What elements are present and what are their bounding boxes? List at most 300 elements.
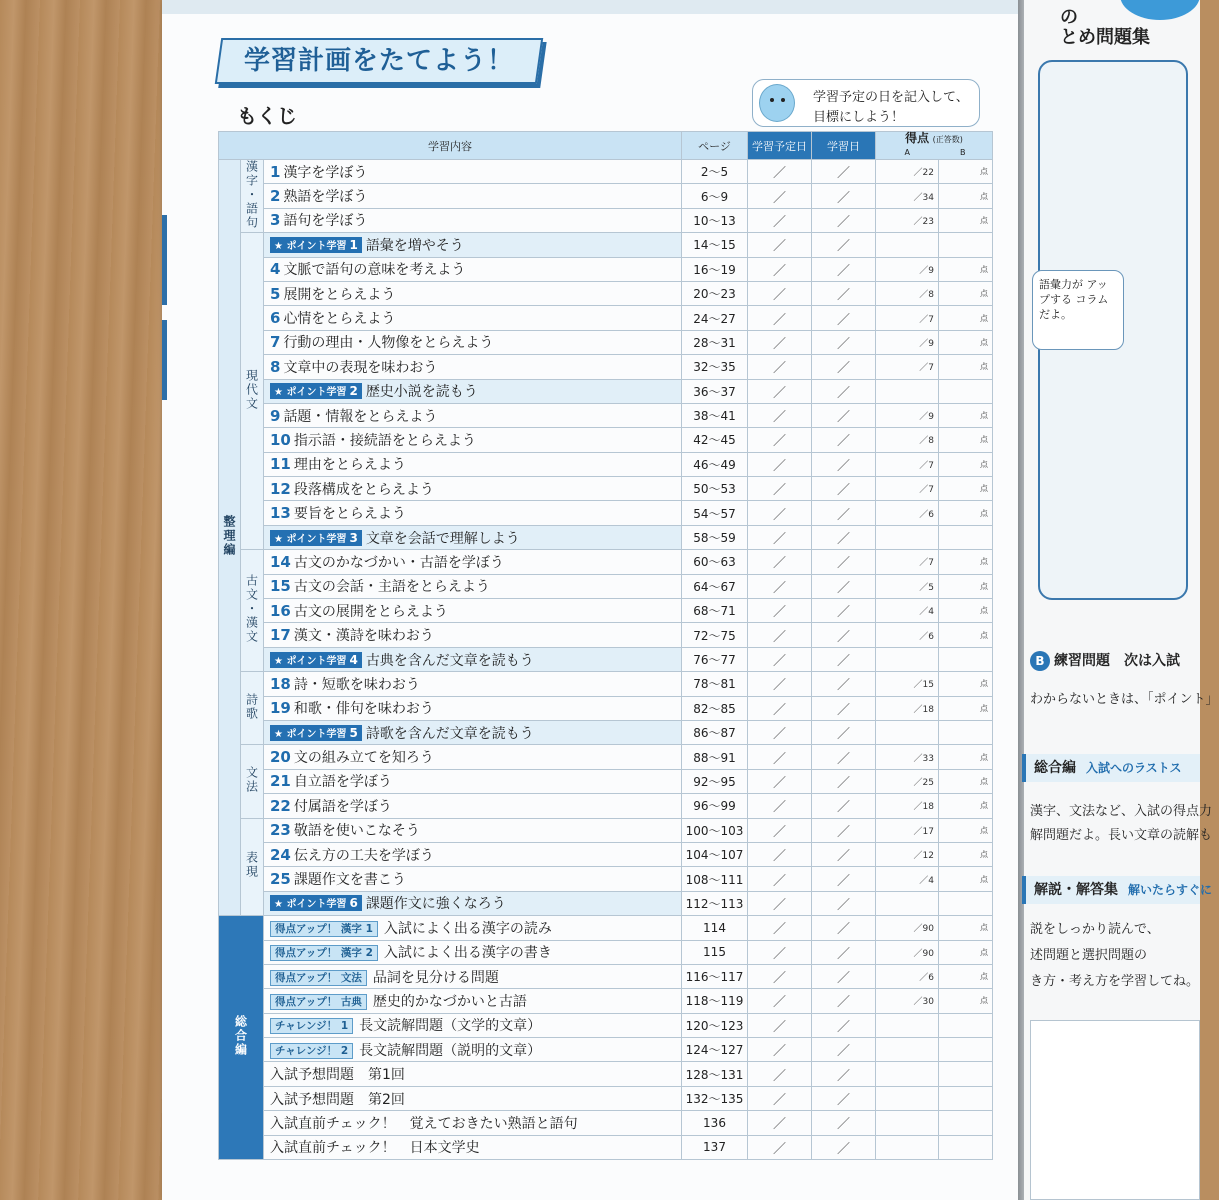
- plan-date-cell[interactable]: ／: [748, 818, 812, 842]
- score-b-cell[interactable]: [939, 233, 993, 257]
- study-date-cell[interactable]: ／: [812, 330, 876, 354]
- row-content: [264, 403, 682, 427]
- row-pages: 14～15: [682, 233, 748, 257]
- score-a-cell[interactable]: ／15: [876, 672, 939, 696]
- row-title: 入試直前チェック！ 覚えておきたい熟語と語句: [270, 1115, 578, 1132]
- subcategory-shika: 詩歌: [241, 672, 264, 745]
- row-content: [264, 1013, 682, 1037]
- score-b-cell[interactable]: 点: [939, 745, 993, 769]
- row-pages: 36～37: [682, 379, 748, 403]
- score-b-cell[interactable]: 点: [939, 989, 993, 1013]
- plan-date-cell[interactable]: ／: [748, 330, 812, 354]
- plan-date-cell[interactable]: ／: [748, 550, 812, 574]
- row-pages: 32～35: [682, 355, 748, 379]
- row-content: [264, 525, 682, 549]
- row-number: 10: [270, 430, 291, 449]
- row-content: [264, 940, 682, 964]
- table-row: [219, 574, 993, 598]
- sogo-row: [219, 1135, 993, 1159]
- row-pages: 78～81: [682, 672, 748, 696]
- score-b-cell[interactable]: [939, 1038, 993, 1062]
- score-a-cell[interactable]: [876, 233, 939, 257]
- score-a-cell[interactable]: ／7: [876, 452, 939, 476]
- row-title: 文章中の表現を味わおう: [283, 359, 438, 376]
- study-date-cell[interactable]: ／: [812, 940, 876, 964]
- plan-date-cell[interactable]: ／: [748, 1111, 812, 1135]
- row-pages: 136: [682, 1111, 748, 1135]
- row-number: 8: [270, 357, 281, 376]
- study-date-cell[interactable]: ／: [812, 867, 876, 891]
- score-a-cell[interactable]: ／33: [876, 745, 939, 769]
- study-date-cell[interactable]: ／: [812, 160, 876, 184]
- subcategory-hyogen: 表現: [241, 818, 264, 916]
- sogo-badge: 得点アップ！ 漢字 2: [270, 945, 378, 961]
- row-pages: 72～75: [682, 623, 748, 647]
- score-b-cell[interactable]: 点: [939, 818, 993, 842]
- score-a-cell[interactable]: ／90: [876, 940, 939, 964]
- score-b-cell[interactable]: [939, 1013, 993, 1037]
- row-title: 詩歌を含んだ文章を読もう: [365, 725, 534, 742]
- score-b-cell[interactable]: 点: [939, 477, 993, 501]
- point-badge: ★ ポイント学習 5: [270, 725, 362, 741]
- row-content: [264, 720, 682, 744]
- plan-date-cell[interactable]: ／: [748, 306, 812, 330]
- row-title: 文脈で語句の意味を考えよう: [283, 262, 466, 279]
- score-a-cell[interactable]: [876, 1062, 939, 1086]
- study-date-cell[interactable]: ／: [812, 306, 876, 330]
- plan-date-cell[interactable]: ／: [748, 769, 812, 793]
- row-number: 16: [270, 601, 291, 620]
- right-page-line: 説をしっかり読んで、: [1030, 922, 1160, 937]
- score-b-cell[interactable]: 点: [939, 623, 993, 647]
- score-b-cell[interactable]: [939, 647, 993, 671]
- study-date-cell[interactable]: ／: [812, 916, 876, 940]
- row-content: [264, 550, 682, 574]
- row-title: 要旨をとらえよう: [293, 506, 406, 523]
- score-b-cell[interactable]: 点: [939, 916, 993, 940]
- score-b-cell[interactable]: 点: [939, 794, 993, 818]
- plan-date-cell[interactable]: ／: [748, 1038, 812, 1062]
- row-pages: 64～67: [682, 574, 748, 598]
- row-number: 3: [270, 211, 281, 230]
- band-sogo-label: 総合編: [1034, 760, 1076, 776]
- row-pages: 96～99: [682, 794, 748, 818]
- score-b-cell[interactable]: 点: [939, 452, 993, 476]
- row-title: 熟語を学ぼう: [283, 189, 368, 206]
- study-date-cell[interactable]: ／: [812, 891, 876, 915]
- plan-date-cell[interactable]: ／: [748, 403, 812, 427]
- study-date-cell[interactable]: ／: [812, 1111, 876, 1135]
- study-date-cell[interactable]: ／: [812, 477, 876, 501]
- table-row: [219, 745, 993, 769]
- point-badge: ★ ポイント学習 6: [270, 895, 362, 911]
- score-a-cell[interactable]: ／8: [876, 428, 939, 452]
- point-study-row: [219, 647, 993, 671]
- row-title: 敬語を使いこなそう: [293, 823, 420, 840]
- score-b-cell[interactable]: 点: [939, 208, 993, 232]
- study-date-cell[interactable]: ／: [812, 233, 876, 257]
- row-content: [264, 599, 682, 623]
- study-date-cell[interactable]: ／: [812, 696, 876, 720]
- score-b-cell[interactable]: 点: [939, 574, 993, 598]
- header-study-date: 学習日: [812, 132, 876, 160]
- score-a-cell[interactable]: ／6: [876, 501, 939, 525]
- plan-date-cell[interactable]: ／: [748, 989, 812, 1013]
- study-date-cell[interactable]: ／: [812, 1135, 876, 1159]
- study-date-cell[interactable]: ／: [812, 1062, 876, 1086]
- score-b-cell[interactable]: [939, 1135, 993, 1159]
- row-content: [264, 842, 682, 866]
- score-a-cell[interactable]: [876, 1086, 939, 1110]
- score-b-cell[interactable]: 点: [939, 769, 993, 793]
- plan-date-cell[interactable]: ／: [748, 1062, 812, 1086]
- score-a-cell[interactable]: ／9: [876, 257, 939, 281]
- score-a-cell[interactable]: ／7: [876, 306, 939, 330]
- score-a-cell[interactable]: ／18: [876, 696, 939, 720]
- toc-heading: もくじ: [237, 104, 297, 128]
- speech-bubble: [752, 79, 980, 127]
- header-score: [876, 132, 993, 160]
- score-b-cell[interactable]: 点: [939, 696, 993, 720]
- row-content: [264, 867, 682, 891]
- right-page-note: わからないときは、「ポイント」: [1030, 692, 1219, 707]
- score-b-cell[interactable]: [939, 525, 993, 549]
- plan-date-cell[interactable]: ／: [748, 964, 812, 988]
- study-date-cell[interactable]: ／: [812, 964, 876, 988]
- row-content: [264, 208, 682, 232]
- plan-date-cell[interactable]: ／: [748, 599, 812, 623]
- study-date-cell[interactable]: ／: [812, 647, 876, 671]
- score-b-cell[interactable]: 点: [939, 964, 993, 988]
- score-a-cell[interactable]: ／9: [876, 330, 939, 354]
- right-page-answer-sample: [1030, 1020, 1200, 1200]
- row-number: 23: [270, 821, 291, 840]
- score-b-cell[interactable]: [939, 379, 993, 403]
- plan-date-cell[interactable]: ／: [748, 477, 812, 501]
- study-date-cell[interactable]: ／: [812, 208, 876, 232]
- study-date-cell[interactable]: ／: [812, 745, 876, 769]
- plan-date-cell[interactable]: ／: [748, 720, 812, 744]
- plan-date-cell[interactable]: ／: [748, 379, 812, 403]
- row-content: [264, 794, 682, 818]
- plan-date-cell[interactable]: ／: [748, 842, 812, 866]
- study-date-cell[interactable]: ／: [812, 550, 876, 574]
- header-content: 学習内容: [219, 132, 682, 160]
- study-date-cell[interactable]: ／: [812, 379, 876, 403]
- row-content: [264, 379, 682, 403]
- row-pages: 115: [682, 940, 748, 964]
- score-a-cell[interactable]: ／17: [876, 818, 939, 842]
- study-date-cell[interactable]: ／: [812, 281, 876, 305]
- row-pages: 112～113: [682, 891, 748, 915]
- table-row: [219, 184, 993, 208]
- score-a-cell[interactable]: [876, 1111, 939, 1135]
- score-b-cell[interactable]: 点: [939, 306, 993, 330]
- study-date-cell[interactable]: ／: [812, 672, 876, 696]
- study-date-cell[interactable]: ／: [812, 1038, 876, 1062]
- page-edge-tab: [162, 215, 167, 305]
- row-title: 課題作文を書こう: [293, 872, 406, 889]
- row-title: 伝え方の工夫を学ぼう: [293, 847, 434, 864]
- row-number: 4: [270, 260, 281, 279]
- row-pages: 82～85: [682, 696, 748, 720]
- score-a-cell[interactable]: ／22: [876, 160, 939, 184]
- header-score-label: 得点: [905, 131, 930, 145]
- score-a-cell[interactable]: [876, 1038, 939, 1062]
- row-pages: 86～87: [682, 720, 748, 744]
- plan-date-cell[interactable]: ／: [748, 623, 812, 647]
- point-badge: ★ ポイント学習 4: [270, 652, 362, 668]
- row-pages: 50～53: [682, 477, 748, 501]
- sogo-row: [219, 1086, 993, 1110]
- row-title: 段落構成をとらえよう: [293, 481, 434, 498]
- score-a-cell[interactable]: ／23: [876, 208, 939, 232]
- wooden-surface: [0, 0, 170, 1200]
- study-date-cell[interactable]: ／: [812, 794, 876, 818]
- table-row: [219, 842, 993, 866]
- right-page-title: の とめ問題集: [1060, 7, 1150, 48]
- row-content: [264, 1086, 682, 1110]
- score-b-cell[interactable]: 点: [939, 184, 993, 208]
- score-a-cell[interactable]: ／7: [876, 550, 939, 574]
- point-study-row: [219, 233, 993, 257]
- table-row: [219, 160, 993, 184]
- plan-date-cell[interactable]: ／: [748, 281, 812, 305]
- score-b-cell[interactable]: [939, 891, 993, 915]
- table-row: [219, 330, 993, 354]
- plan-date-cell[interactable]: ／: [748, 891, 812, 915]
- plan-date-cell[interactable]: ／: [748, 184, 812, 208]
- row-number: 6: [270, 309, 281, 328]
- plan-date-cell[interactable]: ／: [748, 574, 812, 598]
- row-title: 心情をとらえよう: [283, 311, 396, 328]
- plan-date-cell[interactable]: ／: [748, 745, 812, 769]
- page-top-band: [162, 0, 1024, 14]
- row-title: 古文の会話・主語をとらえよう: [293, 579, 490, 596]
- table-row: [219, 501, 993, 525]
- row-number: 1: [270, 162, 281, 181]
- plan-date-cell[interactable]: ／: [748, 208, 812, 232]
- row-title: 古典を含んだ文章を読もう: [365, 652, 534, 669]
- row-content: [264, 574, 682, 598]
- score-b-cell[interactable]: 点: [939, 672, 993, 696]
- score-a-cell[interactable]: ／4: [876, 599, 939, 623]
- score-a-cell[interactable]: [876, 891, 939, 915]
- score-b-cell[interactable]: 点: [939, 281, 993, 305]
- table-row: [219, 818, 993, 842]
- row-content: [264, 769, 682, 793]
- plan-date-cell[interactable]: ／: [748, 916, 812, 940]
- plan-date-cell[interactable]: ／: [748, 672, 812, 696]
- right-page-line: 解問題だよ。長い文章の読解も: [1030, 828, 1213, 843]
- study-date-cell[interactable]: ／: [812, 574, 876, 598]
- study-date-cell[interactable]: ／: [812, 355, 876, 379]
- plan-date-cell[interactable]: ／: [748, 233, 812, 257]
- plan-date-cell[interactable]: ／: [748, 160, 812, 184]
- row-number: 9: [270, 406, 281, 425]
- table-row: [219, 599, 993, 623]
- row-content: [264, 1135, 682, 1159]
- study-date-cell[interactable]: ／: [812, 599, 876, 623]
- subcategory-kanji: 漢字・語句: [241, 160, 264, 233]
- score-a-cell[interactable]: ／5: [876, 574, 939, 598]
- plan-date-cell[interactable]: ／: [748, 525, 812, 549]
- plan-date-cell[interactable]: ／: [748, 940, 812, 964]
- plan-date-cell[interactable]: ／: [748, 1086, 812, 1110]
- study-date-cell[interactable]: ／: [812, 989, 876, 1013]
- row-title: 入試予想問題 第1回: [270, 1067, 405, 1084]
- score-b-cell[interactable]: [939, 1111, 993, 1135]
- score-b-cell[interactable]: 点: [939, 330, 993, 354]
- plan-date-cell[interactable]: ／: [748, 452, 812, 476]
- score-b-cell[interactable]: 点: [939, 550, 993, 574]
- toc-body: [219, 160, 993, 1160]
- row-content: [264, 916, 682, 940]
- mascot-icon: [759, 84, 795, 122]
- plan-date-cell[interactable]: ／: [748, 355, 812, 379]
- study-date-cell[interactable]: ／: [812, 525, 876, 549]
- row-content: [264, 1062, 682, 1086]
- study-date-cell[interactable]: ／: [812, 257, 876, 281]
- score-b-cell[interactable]: 点: [939, 501, 993, 525]
- row-pages: 24～27: [682, 306, 748, 330]
- row-number: 15: [270, 577, 291, 596]
- point-study-row: [219, 379, 993, 403]
- score-a-cell[interactable]: [876, 1013, 939, 1037]
- right-page-line: き方・考え方を学習してね。: [1030, 974, 1200, 989]
- study-date-cell[interactable]: ／: [812, 623, 876, 647]
- score-a-cell[interactable]: ／25: [876, 769, 939, 793]
- row-pages: 118～119: [682, 989, 748, 1013]
- score-b-cell[interactable]: 点: [939, 599, 993, 623]
- score-a-cell[interactable]: ／7: [876, 477, 939, 501]
- study-date-cell[interactable]: ／: [812, 720, 876, 744]
- plan-date-cell[interactable]: ／: [748, 428, 812, 452]
- score-a-cell[interactable]: ／12: [876, 842, 939, 866]
- score-a-cell[interactable]: ／9: [876, 403, 939, 427]
- plan-date-cell[interactable]: ／: [748, 647, 812, 671]
- row-pages: 58～59: [682, 525, 748, 549]
- row-number: 13: [270, 504, 291, 523]
- sogo-badge: 得点アップ！ 漢字 1: [270, 921, 378, 937]
- plan-date-cell[interactable]: ／: [748, 794, 812, 818]
- row-title: 入試によく出る漢字の書き: [383, 945, 552, 962]
- plan-date-cell[interactable]: ／: [748, 696, 812, 720]
- row-title: 漢字を学ぼう: [283, 164, 368, 181]
- score-b-cell[interactable]: [939, 1062, 993, 1086]
- row-content: [264, 281, 682, 305]
- table-row: [219, 867, 993, 891]
- score-b-cell[interactable]: 点: [939, 428, 993, 452]
- sogo-row: [219, 1038, 993, 1062]
- study-date-cell[interactable]: ／: [812, 501, 876, 525]
- study-date-cell[interactable]: ／: [812, 842, 876, 866]
- row-pages: 124～127: [682, 1038, 748, 1062]
- score-a-cell[interactable]: [876, 379, 939, 403]
- score-a-cell[interactable]: ／8: [876, 281, 939, 305]
- row-title: 古文の展開をとらえよう: [293, 603, 448, 620]
- score-a-cell[interactable]: [876, 720, 939, 744]
- score-b-cell[interactable]: 点: [939, 355, 993, 379]
- row-content: [264, 160, 682, 184]
- table-row: [219, 208, 993, 232]
- row-pages: 132～135: [682, 1086, 748, 1110]
- study-date-cell[interactable]: ／: [812, 1013, 876, 1037]
- study-date-cell[interactable]: ／: [812, 1086, 876, 1110]
- point-badge: ★ ポイント学習 2: [270, 383, 362, 399]
- plan-date-cell[interactable]: ／: [748, 1013, 812, 1037]
- row-title: 長文読解問題（文学的文章）: [359, 1018, 542, 1035]
- row-pages: 100～103: [682, 818, 748, 842]
- table-row: [219, 696, 993, 720]
- table-row: [219, 257, 993, 281]
- score-b-cell[interactable]: 点: [939, 940, 993, 964]
- score-a-cell[interactable]: ／90: [876, 916, 939, 940]
- row-content: [264, 989, 682, 1013]
- study-date-cell[interactable]: ／: [812, 428, 876, 452]
- score-b-cell[interactable]: 点: [939, 257, 993, 281]
- row-pages: 76～77: [682, 647, 748, 671]
- score-b-cell[interactable]: 点: [939, 842, 993, 866]
- sogo-badge: 得点アップ！ 古典: [270, 994, 367, 1010]
- row-pages: 114: [682, 916, 748, 940]
- row-content: [264, 696, 682, 720]
- score-a-cell[interactable]: ／7: [876, 355, 939, 379]
- score-b-cell[interactable]: [939, 720, 993, 744]
- right-page-b-section: [1030, 650, 1200, 674]
- plan-date-cell[interactable]: ／: [748, 1135, 812, 1159]
- row-pages: 104～107: [682, 842, 748, 866]
- bubble-text-line2: 目標にしよう！: [813, 110, 905, 125]
- study-date-cell[interactable]: ／: [812, 818, 876, 842]
- score-a-cell[interactable]: ／18: [876, 794, 939, 818]
- score-a-cell[interactable]: [876, 525, 939, 549]
- study-date-cell[interactable]: ／: [812, 403, 876, 427]
- study-date-cell[interactable]: ／: [812, 452, 876, 476]
- plan-date-cell[interactable]: ／: [748, 501, 812, 525]
- score-a-cell[interactable]: ／4: [876, 867, 939, 891]
- score-a-cell[interactable]: ／30: [876, 989, 939, 1013]
- score-b-cell[interactable]: 点: [939, 867, 993, 891]
- score-b-cell[interactable]: [939, 1086, 993, 1110]
- score-a-cell[interactable]: ／34: [876, 184, 939, 208]
- plan-date-cell[interactable]: ／: [748, 867, 812, 891]
- point-study-row: [219, 891, 993, 915]
- b-section-label: 練習問題 次は入試: [1054, 653, 1180, 669]
- row-pages: 42～45: [682, 428, 748, 452]
- score-b-cell[interactable]: 点: [939, 160, 993, 184]
- study-date-cell[interactable]: ／: [812, 184, 876, 208]
- row-number: 2: [270, 187, 281, 206]
- row-title: 自立語を学ぼう: [293, 774, 392, 791]
- study-date-cell[interactable]: ／: [812, 769, 876, 793]
- score-a-cell[interactable]: ／6: [876, 964, 939, 988]
- score-b-cell[interactable]: 点: [939, 403, 993, 427]
- row-pages: 128～131: [682, 1062, 748, 1086]
- row-pages: 120～123: [682, 1013, 748, 1037]
- row-number: 21: [270, 772, 291, 791]
- sogo-row: [219, 940, 993, 964]
- row-title: 語句を学ぼう: [283, 213, 368, 230]
- page-title-banner: [215, 38, 543, 84]
- score-a-cell[interactable]: ／6: [876, 623, 939, 647]
- sogo-badge: チャレンジ！ 1: [270, 1018, 353, 1034]
- row-content: [264, 818, 682, 842]
- score-a-cell[interactable]: [876, 1135, 939, 1159]
- plan-date-cell[interactable]: ／: [748, 257, 812, 281]
- score-a-cell[interactable]: [876, 647, 939, 671]
- row-pages: 54～57: [682, 501, 748, 525]
